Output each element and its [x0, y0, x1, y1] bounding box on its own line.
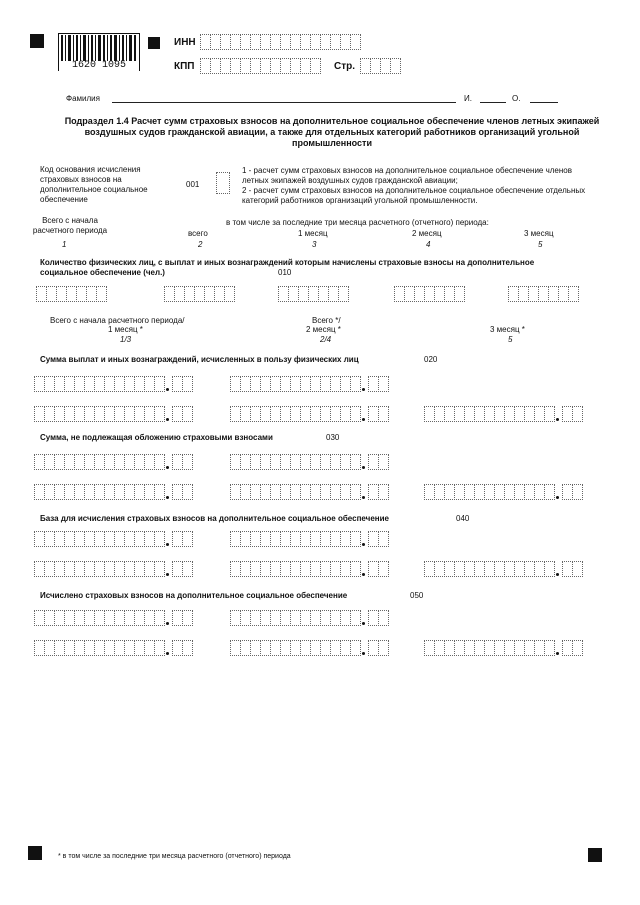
line-050-amounts-row2-col3-decimal-point: [556, 652, 559, 655]
initial-o-label: О.: [512, 94, 521, 103]
col1-label: Всего с начала расчетного периода: [32, 216, 108, 235]
amount-right-num: 5: [508, 335, 513, 344]
amount-mid-label-2: 2 месяц *: [306, 325, 341, 334]
line-050-amounts-row1-col2-rubles[interactable]: [230, 610, 360, 626]
line-030-amounts-row2-col2-rubles[interactable]: [230, 484, 360, 500]
line-030-code: 030: [326, 433, 340, 442]
line-030-amounts-row1-col2-decimal-point: [362, 466, 365, 469]
line-040-amounts-row2-col3-decimal-point: [556, 573, 559, 576]
line-040-amounts-row2-col1-decimal-point: [166, 573, 169, 576]
line-020-label: Сумма выплат и иных вознаграждений, исчисленных в пользу физических лиц: [40, 355, 359, 364]
line-040-amounts-row2-col3-rubles[interactable]: [424, 561, 554, 577]
col2-label: всего: [188, 229, 208, 238]
corner-marker-bottom-left: [28, 846, 42, 860]
line-030-amounts-row2-col3-decimal-point: [556, 496, 559, 499]
line-050-code: 050: [410, 591, 424, 600]
col5-label: 3 месяц: [524, 229, 554, 238]
line-010-label: Количество физических лиц, с выплат и иных вознаграждений которым начислены страховые взносы на дополнительное социальное обеспечение (чел.): [40, 258, 535, 277]
line-020-amounts-row1-col2-rubles[interactable]: [230, 376, 360, 392]
page-label: Стр.: [334, 61, 356, 72]
surname-line[interactable]: [112, 102, 456, 103]
line-050-amounts-row2-col2-decimal-point: [362, 652, 365, 655]
initial-i-label: И.: [464, 94, 472, 103]
basis-code-cell[interactable]: [216, 172, 229, 194]
line-010-col3[interactable]: [278, 286, 348, 302]
line-040-amounts-row1-col1-decimal-point: [166, 543, 169, 546]
line-050-amounts-row2-col1-rubles[interactable]: [34, 640, 164, 656]
line-020-amounts-row2-col1-kopecks[interactable]: [172, 406, 192, 422]
line-020-amounts-row2-col1-decimal-point: [166, 418, 169, 421]
line-050-amounts-row1-col2-kopecks[interactable]: [368, 610, 388, 626]
line-030-amounts-row1-col2-kopecks[interactable]: [368, 454, 388, 470]
inn-cells[interactable]: [200, 34, 360, 50]
line-030-amounts-row1-col1-kopecks[interactable]: [172, 454, 192, 470]
line-050-amounts-row1-col1-decimal-point: [166, 622, 169, 625]
line-020-amounts-row1-col2-decimal-point: [362, 388, 365, 391]
line-030-amounts-row2-col2-decimal-point: [362, 496, 365, 499]
footnote: * в том числе за последние три месяца расчетного (отчетного) периода: [58, 853, 291, 860]
line-030-amounts-row1-col1-rubles[interactable]: [34, 454, 164, 470]
amount-left-num: 1/3: [120, 335, 132, 344]
line-050-amounts-row2-col3-kopecks[interactable]: [562, 640, 582, 656]
line-040-label: База для исчисления страховых взносов на дополнительное социальное обеспечение: [40, 514, 389, 523]
kpp-label: КПП: [174, 61, 195, 72]
col5-num: 5: [538, 240, 543, 249]
line-020-amounts-row2-col2-kopecks[interactable]: [368, 406, 388, 422]
corner-marker-bottom-right: [588, 848, 602, 862]
amount-mid-label-1: Всего */: [312, 316, 341, 325]
line-050-amounts-row1-col1-rubles[interactable]: [34, 610, 164, 626]
line-030-amounts-row2-col1-kopecks[interactable]: [172, 484, 192, 500]
line-010-code: 010: [278, 268, 292, 277]
line-050-amounts-row2-col1-decimal-point: [166, 652, 169, 655]
line-040-amounts-row2-col3-kopecks[interactable]: [562, 561, 582, 577]
line-040-code: 040: [456, 514, 470, 523]
col4-num: 4: [426, 240, 431, 249]
basis-option-1: 1 - расчет сумм страховых взносов на дополнительное социальное обеспечение членов летных экипажей воздушных судов гражданской авиации;: [242, 166, 572, 185]
line-030-label: Сумма, не подлежащая обложению страховыми взносами: [40, 433, 273, 442]
line-030-amounts-row2-col3-kopecks[interactable]: [562, 484, 582, 500]
amount-right-label: 3 месяц *: [490, 325, 525, 334]
line-040-amounts-row2-col2-rubles[interactable]: [230, 561, 360, 577]
line-010-col5[interactable]: [508, 286, 578, 302]
basis-label: Код основания исчисления страховых взносов на дополнительное социальное обеспечение: [40, 165, 148, 204]
line-020-amounts-row2-col3-rubles[interactable]: [424, 406, 554, 422]
line-040-amounts-row2-col2-decimal-point: [362, 573, 365, 576]
corner-marker-top-left: [30, 34, 44, 48]
line-030-amounts-row2-col1-rubles[interactable]: [34, 484, 164, 500]
barcode: [58, 33, 140, 71]
columns-subheader: в том числе за последние три месяца расчетного (отчетного) периода:: [226, 218, 489, 227]
line-030-amounts-row2-col3-rubles[interactable]: [424, 484, 554, 500]
line-050-amounts-row2-col3-rubles[interactable]: [424, 640, 554, 656]
line-050-amounts-row1-col2-decimal-point: [362, 622, 365, 625]
line-040-amounts-row2-col1-rubles[interactable]: [34, 561, 164, 577]
line-010-col2[interactable]: [164, 286, 234, 302]
line-050-amounts-row2-col2-kopecks[interactable]: [368, 640, 388, 656]
line-020-amounts-row2-col1-rubles[interactable]: [34, 406, 164, 422]
page-number-cells[interactable]: [360, 58, 400, 74]
basis-option-2: 2 - расчет сумм страховых взносов на дополнительное социальное обеспечение отдельных категорий работников организаций угольной промышленности.: [242, 186, 586, 205]
line-020-amounts-row2-col2-decimal-point: [362, 418, 365, 421]
corner-marker-top-mid: [148, 37, 160, 49]
line-010-col4[interactable]: [394, 286, 464, 302]
line-050-amounts-row2-col2-rubles[interactable]: [230, 640, 360, 656]
line-050-amounts-row1-col1-kopecks[interactable]: [172, 610, 192, 626]
line-020-amounts-row1-col2-kopecks[interactable]: [368, 376, 388, 392]
line-040-amounts-row1-col2-rubles[interactable]: [230, 531, 360, 547]
line-020-amounts-row1-col1-decimal-point: [166, 388, 169, 391]
col3-num: 3: [312, 240, 317, 249]
line-020-amounts-row2-col3-decimal-point: [556, 418, 559, 421]
section-title: Подраздел 1.4 Расчет сумм страховых взносов на дополнительное социальное обеспечение членов летных экипажей воздушных судов гражданской авиации, а также для отдельных категорий работников организаций угольной промышленности: [64, 116, 600, 148]
kpp-cells[interactable]: [200, 58, 320, 74]
line-030-amounts-row2-col1-decimal-point: [166, 496, 169, 499]
col3-label: 1 месяц: [298, 229, 328, 238]
line-040-amounts-row2-col2-kopecks[interactable]: [368, 561, 388, 577]
col2-num: 2: [198, 240, 203, 249]
inn-label: ИНН: [174, 37, 196, 48]
amount-left-label-2: 1 месяц *: [108, 325, 143, 334]
col1-num: 1: [62, 240, 67, 249]
line-020-amounts-row2-col2-rubles[interactable]: [230, 406, 360, 422]
line-040-amounts-row1-col1-kopecks[interactable]: [172, 531, 192, 547]
line-050-amounts-row2-col1-kopecks[interactable]: [172, 640, 192, 656]
line-040-amounts-row1-col2-kopecks[interactable]: [368, 531, 388, 547]
line-040-amounts-row2-col1-kopecks[interactable]: [172, 561, 192, 577]
line-010-col1[interactable]: [36, 286, 106, 302]
line-050-label: Исчислено страховых взносов на дополнительное социальное обеспечение: [40, 591, 348, 600]
line-020-amounts-row2-col3-kopecks[interactable]: [562, 406, 582, 422]
barcode-number: 1620 1095: [59, 61, 139, 71]
surname-label: Фамилия: [66, 94, 100, 103]
col4-label: 2 месяц: [412, 229, 442, 238]
line-040-amounts-row1-col2-decimal-point: [362, 543, 365, 546]
line-030-amounts-row1-col2-rubles[interactable]: [230, 454, 360, 470]
line-030-amounts-row2-col2-kopecks[interactable]: [368, 484, 388, 500]
line-020-amounts-row1-col1-rubles[interactable]: [34, 376, 164, 392]
amount-mid-num: 2/4: [320, 335, 332, 344]
line-020-code: 020: [424, 355, 438, 364]
line-020-amounts-row1-col1-kopecks[interactable]: [172, 376, 192, 392]
line-030-amounts-row1-col1-decimal-point: [166, 466, 169, 469]
line-040-amounts-row1-col1-rubles[interactable]: [34, 531, 164, 547]
basis-code: 001: [186, 180, 200, 189]
initial-i-line[interactable]: [480, 102, 506, 103]
amount-left-label-1: Всего с начала расчетного периода/: [50, 316, 185, 325]
initial-o-line[interactable]: [530, 102, 558, 103]
